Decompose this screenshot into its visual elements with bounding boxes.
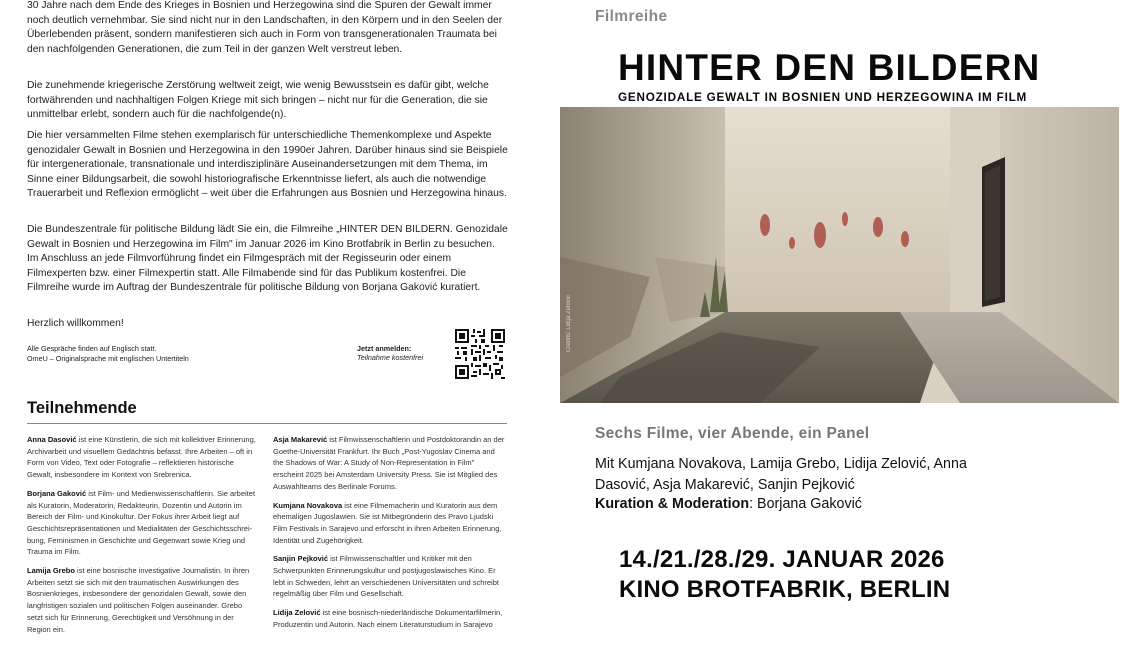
event-venue: KINO BROTFABRIK, BERLIN bbox=[619, 576, 951, 603]
participant-text: ist Filmwissenschaftlerin und Postdoktorandin an der Goethe-Universität Frankfurt. Ihr Buch „Post-Yugoslav Cinema and the Shadows of War: A Study of Non-Representation in Film" erscheint 2025 bei Amsterdam University Press. Sie ist Mitglied des Auswahlteams des Berlinale Forums. bbox=[273, 435, 505, 491]
event-info bbox=[619, 545, 950, 605]
series-label: Filmreihe bbox=[595, 8, 668, 25]
poster-subtitle: GENOZIDALE GEWALT IN BOSNIEN UND HERZEGOWINA IM FILM bbox=[618, 91, 1028, 104]
participant-bio bbox=[27, 434, 259, 481]
curation-separator: : bbox=[749, 496, 758, 512]
participant-text: ist eine bosnisch-niederländische Dokumentarfilmerin, Produzentin und Autorin. Nach einem Literaturstudium in Sarajevo bbox=[273, 608, 503, 629]
participant-name: Kumjana Novakova bbox=[273, 500, 343, 510]
participants-column-right bbox=[273, 434, 505, 638]
left-page bbox=[0, 0, 545, 650]
participant-bio bbox=[273, 500, 505, 547]
participant-name: Borjana Gaković bbox=[27, 488, 87, 498]
participant-text: ist Filmwissenschaftler und Kritiker mit den Schwerpunkten Erinnerungskultur und postjugoslawisches Kino. Er lebt in Schweden, lehrt an verschiedenen Universitäten und schreibt regelmäßig über Film und Gesellschaft. bbox=[273, 554, 499, 599]
participant-bio bbox=[273, 434, 505, 493]
participant-name: Anna Dasović bbox=[27, 435, 77, 444]
language-note: Alle Gespräche finden auf Englisch statt. bbox=[27, 344, 157, 353]
participant-bio bbox=[27, 488, 259, 558]
with-participants: Mit Kumjana Novakova, Lamija Grebo, Lidija Zelović, Anna Dasović, Asja Makarević, Sanjin Pejković bbox=[595, 456, 967, 493]
participant-bio bbox=[273, 553, 505, 600]
register-block bbox=[357, 344, 423, 362]
tagline: Sechs Filme, vier Abende, ein Panel bbox=[595, 425, 870, 442]
participant-text: ist eine Filmemacherin und Kuratorin aus dem ehemaligen Jugoslawien. Sie ist Mitbegründerin des Pravo Ljudski Film Festivals in Sarajevo und erforscht in ihren Arbeiten Erinnerung, Identität und Zugehörigkeit. bbox=[273, 500, 502, 545]
participant-name: Lamija Grebo bbox=[27, 566, 75, 576]
intro-paragraph-2: Die zunehmende kriegerische Zerstörung weltweit zeigt, wie wenig Bewusstsein es dafür gibt, welche fortwährenden und nachhaltigen Folgen Kriege mit sich bringen – nicht nur für die Generation, die sie unmittelbar erlebt, sondern auch für die nachfolgende(n). bbox=[27, 80, 489, 120]
participant-text: ist eine bosnische investigative Journalistin. In ihren Arbeiten setzt sie sich mit den traumatischen Auswirkungen des Bosnienkrieges, insbesondere der genozidalen Gewalt, sowie den langfristigen sozialen und politischen Folgen auseinander. Grebo setzt sich für Erinnerung, Gerechtigkeit und Versöhnung in der Region ein. bbox=[27, 566, 250, 634]
participant-text: ist eine Künstlerin, die sich mit kollektiver Erinnerung, Archivarbeit und visuellem Gedächtnis befasst. Ihre Arbeiten – oft in Form von Video, Text oder Fotografie – reflektieren historische Gewalt, insbesondere im Kontext von Srebrenica. bbox=[27, 435, 256, 480]
event-dates: 14./21./28./29. JANUAR 2026 bbox=[619, 546, 945, 573]
poster-title: HINTER DEN BILDERN bbox=[618, 47, 1041, 88]
participants-divider bbox=[27, 423, 507, 424]
curation-line bbox=[595, 496, 862, 512]
participant-text: ist Film- und Medienwissenschaftlerin. Sie arbeitet als Kuratorin, Moderatorin, Redakteurin, Dozentin und Autorin im Bereich der Film- und Kinokultur. Der Fokus ihrer Arbeit liegt auf Geschichtsrepräsentationen und Medialitäten der Geschichtsschreibung, Feminismen in Geschichte und Gegenwart sowie Krieg und Trauma im Film. bbox=[27, 488, 256, 557]
participant-name: Lidija Zelović bbox=[273, 608, 321, 618]
welcome-text: Herzlich willkommen! bbox=[27, 318, 124, 329]
participant-name: Sanjin Pejković bbox=[273, 554, 329, 564]
register-sub: Teilnahme kostenfrei bbox=[357, 353, 424, 362]
register-label: Jetzt anmelden: bbox=[357, 344, 412, 353]
participant-bio bbox=[273, 607, 505, 630]
curation-name: Borjana Gaković bbox=[757, 496, 862, 512]
intro-paragraph-4: Die Bundeszentrale für politische Bildung lädt Sie ein, die Filmreihe „HINTER DEN BILDERN. Genozidale Gewalt in Bosnien und Herzegowina im Film" im Januar 2026 im Kino Brotfabrik in Berlin zu besuchen. Im Anschluss an jede Filmvorführung findet ein Filmgespräch mit der Regisseurin oder einem Filmexperten bzw. einer Filmexpertin statt. Alle Filmabende sind für das Publikum kostenfrei. Die Filmreihe wurde im Auftrag der Bundeszentrale für politische Bildung von Borjana Gaković kuratiert. bbox=[27, 224, 508, 293]
intro-paragraph-3: Die hier versammelten Filme stehen exemplarisch für unterschiedliche Themenkomplexe und Aspekte genozidaler Gewalt in Bosnien und Herzegowina in den 1990er Jahren. Darüber hinaus sind sie Beispiele für intergenerationale, transnationale und interdisziplinäre Auseinandersetzungen mit dem Thema, im Sinne einer Bildungsarbeit, die sowohl historiografische Erkenntnisse liefert, als auch die notwendige Trauerarbeit und Reflexion ermöglicht – weit über die Erfahrungen aus Bosnien und Herzegowina hinaus. bbox=[27, 130, 508, 199]
curation-label: Kuration & Moderation bbox=[595, 496, 750, 512]
photo-credit: Credits: Lidija Zelović bbox=[566, 294, 572, 352]
participants-column-left bbox=[27, 434, 259, 642]
qr-code[interactable] bbox=[455, 329, 505, 379]
omeu-note: OmeU – Originalsprache mit englischen Untertiteln bbox=[27, 354, 189, 363]
participant-bio bbox=[27, 565, 259, 635]
participants-heading: Teilnehmende bbox=[27, 399, 137, 417]
courtyard-photo bbox=[560, 107, 1119, 403]
participant-name: Asja Makarević bbox=[273, 435, 328, 444]
intro-paragraph-1: 30 Jahre nach dem Ende des Krieges in Bosnien und Herzegowina sind die Spuren der Gewalt immer noch deutlich vernehmbar. Sie sind nicht nur in den Landschaften, in den Körpern und in den Seelen der Überlebenden präsent, sondern manifestieren sich auch in Form von transgenerationalen Traumata bei den nachfolgenden Generationen, die zum Teil in der ganzen Welt verstreut leben. bbox=[27, 0, 503, 55]
